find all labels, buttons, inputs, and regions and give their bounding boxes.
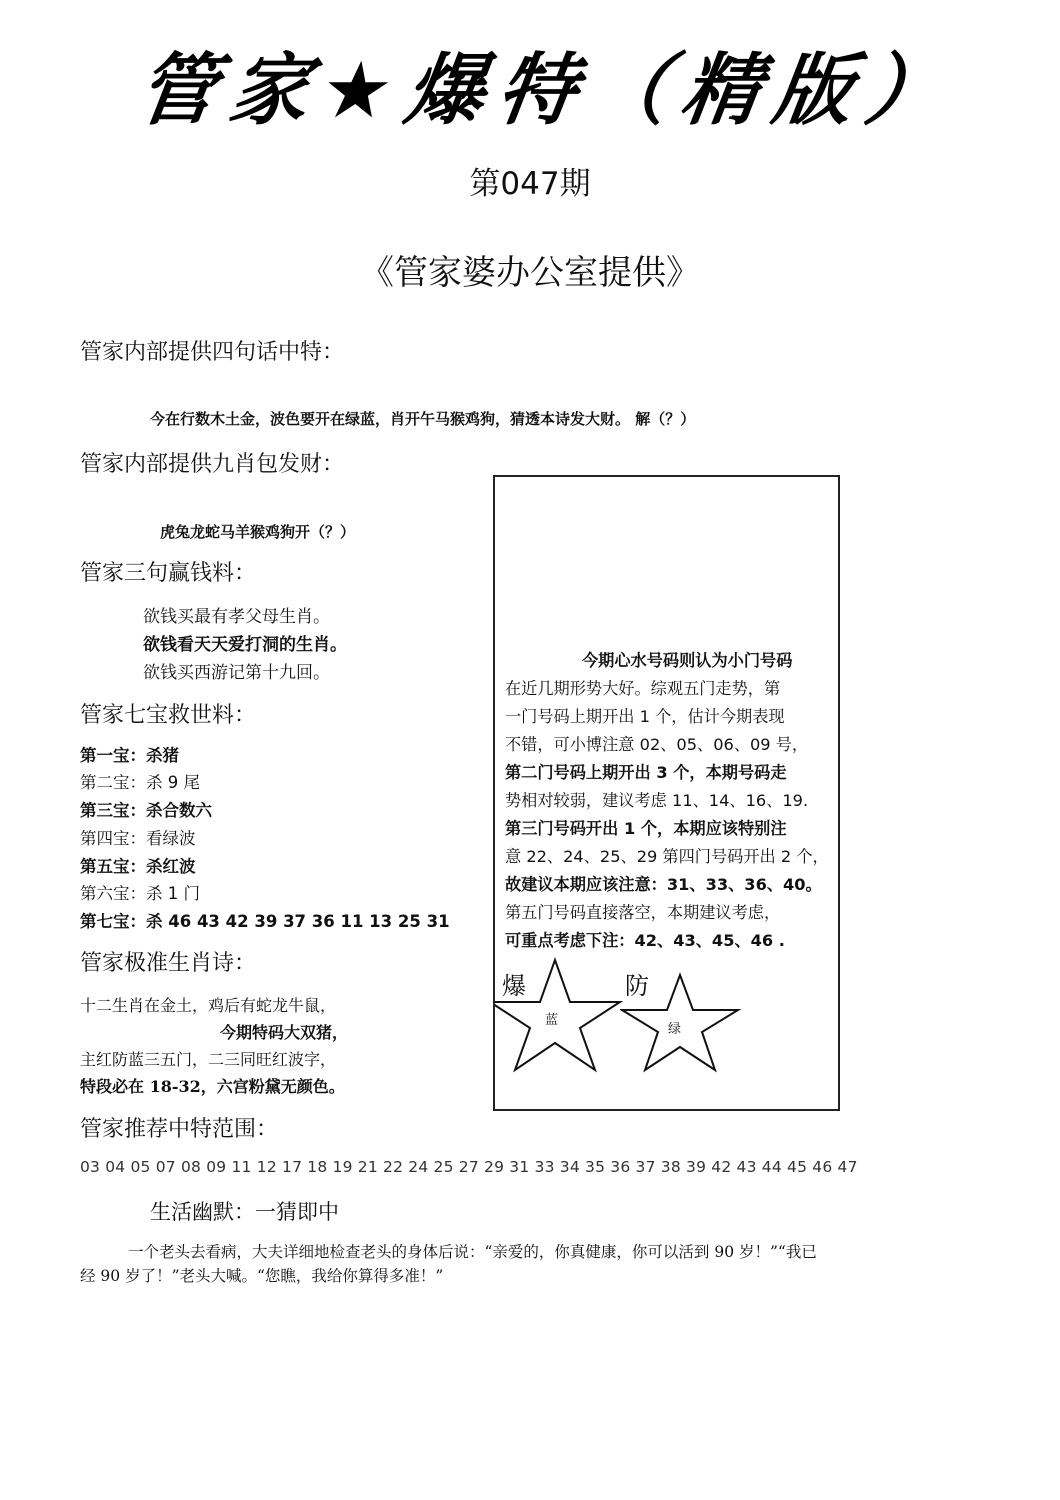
poem-line: 十二生肖在金土，鸡后有蛇龙牛鼠， <box>80 996 337 1015</box>
star-right-label: 防 <box>625 972 649 1000</box>
star-right-icon <box>620 972 745 1077</box>
three-lines-item: 欲钱看天天爱打洞的生肖。 <box>143 635 347 655</box>
analysis-line: 在近几期形势大好。综观五门走势，第 <box>505 679 781 698</box>
treasure-item: 第五宝：杀红波 <box>80 857 196 876</box>
three-lines-item: 欲钱买西游记第十九回。 <box>143 663 330 683</box>
seven-treasures-heading: 管家七宝救世料： <box>80 703 257 728</box>
poem-line: 今期特码大双猪， <box>220 1023 349 1042</box>
treasure-item: 第三宝：杀合数六 <box>80 801 212 820</box>
three-lines-item: 欲钱买最有孝父母生肖。 <box>143 607 330 627</box>
poem-heading: 管家极准生肖诗： <box>80 951 257 976</box>
analysis-line: 一门号码上期开出 1 个，估计今期表现 <box>505 707 785 726</box>
humor-line: 经 90 岁了！”老头大喊。“您瞧，我给你算得多准！” <box>80 1267 444 1285</box>
analysis-line: 不错，可小博注意 02、05、06、09 号， <box>505 735 809 754</box>
star-left-label: 爆 <box>502 972 526 1000</box>
analysis-line: 今期心水号码则认为小门号码 <box>582 651 793 670</box>
range-heading: 管家推荐中特范围： <box>80 1117 279 1142</box>
treasure-item: 第七宝：杀 46 43 42 39 37 36 11 13 25 31 <box>80 912 450 931</box>
treasure-item: 第一宝：杀猪 <box>80 746 179 765</box>
analysis-line: 故建议本期应该注意：31、33、36、40。 <box>505 875 822 894</box>
analysis-line: 第五门号码直接落空，本期建议考虑， <box>505 903 781 922</box>
star-left-icon <box>495 955 635 1075</box>
analysis-line: 第三门号码开出 1 个，本期应该特别注 <box>505 819 787 838</box>
treasure-item: 第六宝：杀 1 门 <box>80 884 200 903</box>
issue-number: 第047期 <box>469 166 591 202</box>
analysis-line: 势相对较弱，建议考虑 11、14、16、19. <box>505 791 809 810</box>
nine-zodiac-text: 虎兔龙蛇马羊猴鸡狗开（？） <box>160 523 356 541</box>
page-title: 管家★爆特（精版） <box>131 46 965 136</box>
treasure-item: 第四宝：看绿波 <box>80 829 196 848</box>
poem-line: 特段必在 18-32，六宫粉黛无颜色。 <box>80 1077 345 1096</box>
humor-title: 生活幽默：一猜即中 <box>150 1200 339 1224</box>
analysis-line: 第二门号码上期开出 3 个，本期号码走 <box>505 763 787 782</box>
range-numbers: 03 04 05 07 08 09 11 12 17 18 19 21 22 24 25 27 29 31 33 34 35 36 37 38 39 42 43 44 45 46 47 <box>80 1158 858 1176</box>
three-lines-heading: 管家三句赢钱料： <box>80 561 257 586</box>
four-lines-text: 今在行数木土金，波色要开在绿蓝，肖开午马猴鸡狗，猜透本诗发大财。 解（？） <box>150 410 696 428</box>
poem-line: 主红防蓝三五门，二三同旺红波字， <box>80 1050 337 1069</box>
star-left-text: 蓝 <box>545 1013 559 1028</box>
analysis-line: 可重点考虑下注：42、43、45、46 . <box>505 931 785 950</box>
treasure-item: 第二宝：杀 9 尾 <box>80 773 200 792</box>
nine-zodiac-heading: 管家内部提供九肖包发财： <box>80 452 345 477</box>
humor-line: 一个老头去看病，大夫详细地检查老头的身体后说：“亲爱的，你真健康，你可以活到 90 岁！”“我已 <box>128 1243 817 1261</box>
provider-line: 《管家婆办公室提供》 <box>360 253 700 293</box>
analysis-line: 意 22、24、25、29 第四门号码开出 2 个， <box>505 847 829 866</box>
four-lines-heading: 管家内部提供四句话中特： <box>80 340 345 365</box>
star-right-text: 绿 <box>668 1022 682 1037</box>
